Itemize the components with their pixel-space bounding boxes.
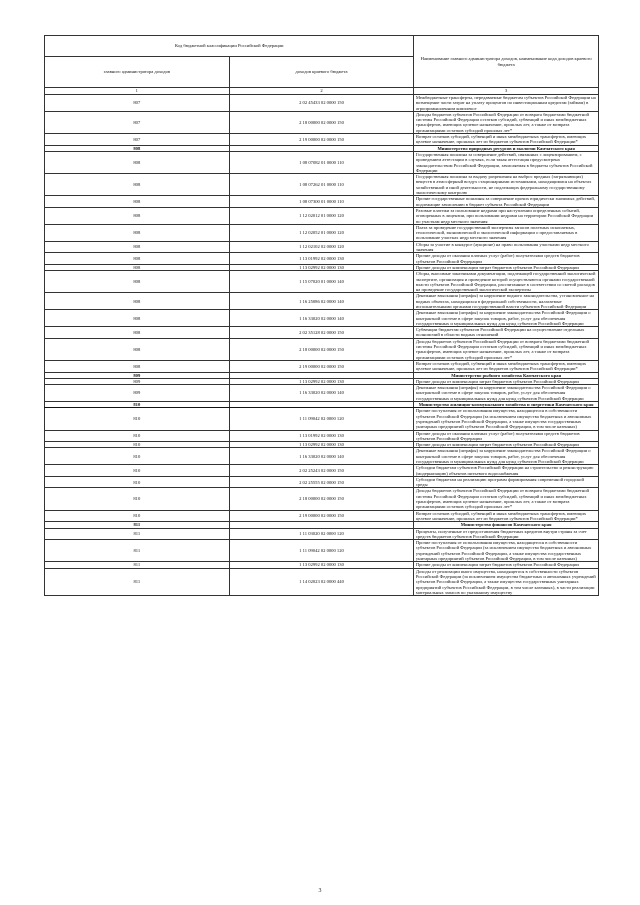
header-group-label: Код бюджетной классификации Российской Федерации: [45, 36, 414, 57]
income-code-cell: 2 19 00000 02 0000 150: [229, 134, 414, 146]
table-row: [45, 528, 599, 540]
income-code-cell: 1 16 25086 02 0000 140: [229, 293, 414, 310]
admin-code-cell: 807: [45, 95, 230, 112]
income-name-cell: Прочие доходы от компенсации затрат бюджетов субъектов Российской Федерации: [414, 264, 599, 270]
income-code-cell: 1 11 09042 02 0000 120: [229, 408, 414, 430]
table-row: [45, 360, 599, 372]
income-code-cell: 1 15 07020 01 0000 140: [229, 271, 414, 293]
admin-code-cell: 811: [45, 562, 230, 568]
income-name-cell: Доходы бюджетов субъектов Российской Федерации от возврата бюджетами бюджетной системы Российской Федерации остатков субсидий, субвенций и иных межбюджетных трансфертов, имеющих целевое назначение, прошлых лет, а также от возврата организациями остатков субсидий прошлых лет*: [414, 488, 599, 510]
admin-code-cell: 810: [45, 408, 230, 430]
income-code-cell: 1 12 02102 02 0000 120: [229, 241, 414, 253]
admin-code-cell: 810: [45, 442, 230, 448]
admin-code-cell: 811: [45, 522, 230, 528]
income-name-cell: Министерство рыбного хозяйства Камчатского края: [414, 372, 599, 378]
admin-code-cell: 808: [45, 224, 230, 241]
table-row: [45, 111, 599, 133]
table-row: [45, 95, 599, 112]
header-num-3: 3: [414, 88, 599, 95]
admin-code-cell: 807: [45, 111, 230, 133]
income-code-cell: 2 19 00000 02 0000 150: [229, 360, 414, 372]
page-number: 3: [318, 888, 322, 894]
income-name-cell: Прочие государственные пошлины за совершение прочих юридически значимых действий, подлежащие зачислению в бюджет субъекта Российской Федерации: [414, 196, 599, 208]
table-row: [45, 151, 599, 173]
header-col-code: доходов краевого бюджета: [229, 57, 414, 88]
income-name-cell: Государственная пошлина за совершение действий, связанных с лицензированием, с проведением аттестации в случаях, если такая аттестация предусмотрена законодательством Российской Федерации, зачисляемая в бюджеты субъектов Российской Федерации: [414, 151, 599, 173]
admin-code-cell: 809: [45, 385, 230, 402]
admin-code-cell: 808: [45, 293, 230, 310]
admin-code-cell: 811: [45, 528, 230, 540]
income-name-cell: Возврат остатков субсидий, субвенций и иных межбюджетных трансфертов, имеющих целевое назначение, прошлых лет из бюджетов субъектов Российской Федерации*: [414, 360, 599, 372]
income-name-cell: Сборы, вносимые заказчиками документации, подлежащей государственной экологической экспертизе, организация и проведение которой осуществляются органами государственной власти субъектов Российской Федерации, рассчитанные в соответствии со сметой расходов на проведение государственной экологической экспертизы: [414, 271, 599, 293]
income-code-cell: 2 18 00000 02 0000 150: [229, 488, 414, 510]
admin-code-cell: 808: [45, 145, 230, 151]
table-row: [45, 196, 599, 208]
income-code-cell: 1 13 01992 02 0000 130: [229, 430, 414, 442]
table-row: [45, 488, 599, 510]
table-row: [45, 338, 599, 360]
income-name-cell: Прочие поступления от использования имущества, находящегося в собственности субъектов Российской Федерации (за исключением имущества бюджетных и автономных учреждений субъектов Российской Федерации, а также имущества государственных унитарных предприятий субъектов Российской Федерации, в том числе казенных): [414, 408, 599, 430]
income-code-cell: 2 02 25555 02 0000 150: [229, 476, 414, 488]
income-code-cell: 1 11 03020 02 0000 120: [229, 528, 414, 540]
table-row: [45, 385, 599, 402]
income-code-cell: 1 13 02992 02 0000 130: [229, 264, 414, 270]
admin-code-cell: 808: [45, 151, 230, 173]
income-code-cell: 2 02 35128 02 0000 150: [229, 327, 414, 339]
income-name-cell: Возврат остатков субсидий, субвенций и иных межбюджетных трансфертов, имеющих целевое назначение, прошлых лет из бюджетов субъектов Российской Федерации*: [414, 510, 599, 522]
income-name-cell: Проценты, полученные от предоставления бюджетных кредитов внутри страны за счет средств бюджетов субъектов Российской Федерации: [414, 528, 599, 540]
income-name-cell: Субсидии бюджетам на реализацию программ формирования современной городской среды: [414, 476, 599, 488]
income-name-cell: Денежные взыскания (штрафы) за нарушение законодательства Российской Федерации о контрактной системе в сфере закупок товаров, работ, услуг для обеспечения государственных и муниципальных нужд для нужд субъектов Российской Федерации: [414, 310, 599, 327]
header-num-2: 2: [229, 88, 414, 95]
admin-code-cell: 808: [45, 253, 230, 265]
table-row: [45, 540, 599, 562]
income-code-cell: 1 16 33020 02 0000 140: [229, 310, 414, 327]
admin-code-cell: 810: [45, 402, 230, 408]
admin-code-cell: 808: [45, 264, 230, 270]
income-name-cell: Министерство финансов Камчатского края: [414, 522, 599, 528]
table-row: [45, 207, 599, 224]
income-name-cell: Доходы бюджетов субъектов Российской Федерации от возврата бюджетами бюджетной системы Российской Федерации остатков субсидий, субвенций и иных межбюджетных трансфертов, имеющих целевое назначение, прошлых лет, а также от возврата организациями остатков субсидий прошлых лет*: [414, 338, 599, 360]
admin-code-cell: 810: [45, 510, 230, 522]
income-name-cell: Возврат остатков субсидий, субвенций и иных межбюджетных трансфертов, имеющих целевое назначение, прошлых лет из бюджетов субъектов Российской Федерации*: [414, 134, 599, 146]
income-code-cell: 1 08 07262 01 0000 110: [229, 174, 414, 196]
income-name-cell: Плата за проведение государственной экспертизы запасов полезных ископаемых, геологической, экономической и экологической информации о предоставляемых в пользование участках недр местного значения: [414, 224, 599, 241]
income-code-cell: 2 02 45433 02 0000 150: [229, 95, 414, 112]
income-code-cell: 2 18 00000 02 0000 150: [229, 338, 414, 360]
table-row: [45, 293, 599, 310]
income-name-cell: Сборы за участие в конкурсе (аукционе) на право пользования участками недр местного значения: [414, 241, 599, 253]
admin-code-cell: 808: [45, 338, 230, 360]
table-row: [45, 241, 599, 253]
income-name-cell: Денежные взыскания (штрафы) за нарушение водного законодательства, установленное на водных объектах, находящихся в федеральной собственности, налагаемые исполнительными органами государственной власти субъектов Российской Федерации: [414, 293, 599, 310]
table-row: [45, 465, 599, 477]
income-name-cell: Государственная пошлина за выдачу разрешения на выброс вредных (загрязняющих) веществ в атмосферный воздух стационарными источниками, находящимися на объектах хозяйственной и иной деятельности, не подлежащих федеральному государственному экологическому контролю: [414, 174, 599, 196]
income-name-cell: Прочие доходы от компенсации затрат бюджетов субъектов Российской Федерации: [414, 562, 599, 568]
table-row: [45, 510, 599, 522]
table-row: [45, 253, 599, 265]
income-name-cell: Денежные взыскания (штрафы) за нарушение законодательства Российской Федерации о контрактной системе в сфере закупок товаров, работ, услуг для обеспечения государственных и муниципальных нужд для нужд субъектов Российской Федерации: [414, 448, 599, 465]
admin-code-cell: 810: [45, 430, 230, 442]
income-name-cell: Разовые платежи за пользование недрами при наступлении определенных событий, оговоренных в лицензии, при пользовании недрами на территории Российской Федерации по участкам недр местного значения: [414, 207, 599, 224]
admin-code-cell: 811: [45, 540, 230, 562]
admin-code-cell: 810: [45, 476, 230, 488]
table-row: [45, 408, 599, 430]
income-code-cell: 1 08 07082 01 0000 110: [229, 151, 414, 173]
table-row: [45, 174, 599, 196]
admin-code-cell: 808: [45, 241, 230, 253]
table-row: [45, 310, 599, 327]
income-code-cell: 1 13 02992 02 0000 130: [229, 378, 414, 384]
income-name-cell: Субвенции бюджетам субъектов Российской Федерации на осуществление отдельных полномочий в области водных отношений: [414, 327, 599, 339]
admin-code-cell: 809: [45, 378, 230, 384]
income-code-cell: 2 18 00000 02 0000 150: [229, 111, 414, 133]
table-row: [45, 271, 599, 293]
admin-code-cell: 807: [45, 134, 230, 146]
header-num-1: 1: [45, 88, 230, 95]
income-code-cell: 1 11 09042 02 0000 120: [229, 540, 414, 562]
income-name-cell: Прочие доходы от компенсации затрат бюджетов субъектов Российской Федерации: [414, 378, 599, 384]
budget-classification-table: [44, 35, 599, 596]
income-name-cell: Прочие доходы от оказания платных услуг (работ) получателями средств бюджетов субъектов Российской Федерации: [414, 430, 599, 442]
admin-code-cell: 809: [45, 372, 230, 378]
admin-code-cell: 808: [45, 360, 230, 372]
income-name-cell: Доходы от реализации иного имущества, находящегося в собственности субъектов Российской Федерации (за исключением имущества бюджетных и автономных учреждений субъектов Российской Федерации, а также имущества государственных унитарных предприятий субъектов Российской Федерации, в том числе казенных), в части реализации материальных запасов по указанному имуществу: [414, 568, 599, 595]
income-name-cell: Доходы бюджетов субъектов Российской Федерации от возврата бюджетами бюджетной системы Российской Федерации остатков субсидий, субвенций и иных межбюджетных трансфертов, имеющих целевое назначение, прошлых лет, а также от возврата организациями остатков субсидий прошлых лет*: [414, 111, 599, 133]
table-header: [45, 36, 599, 95]
income-name-cell: Министерство жилищно-коммунального хозяйства и энергетики Камчатского края: [414, 402, 599, 408]
header-col-admin: главного администратора доходов: [45, 57, 230, 88]
income-code-cell: 1 14 02023 02 0000 440: [229, 568, 414, 595]
admin-code-cell: 808: [45, 174, 230, 196]
income-name-cell: Денежные взыскания (штрафы) за нарушение законодательства Российской Федерации о контрактной системе в сфере закупок товаров, работ, услуг для обеспечения государственных и муниципальных нужд для нужд субъектов Российской Федерации: [414, 385, 599, 402]
income-name-cell: Прочие доходы от оказания платных услуг (работ) получателями средств бюджетов субъектов Российской Федерации: [414, 253, 599, 265]
admin-code-cell: 811: [45, 568, 230, 595]
income-code-cell: 1 13 02992 02 0000 130: [229, 562, 414, 568]
income-name-cell: Министерство природных ресурсов и экологии Камчатского края: [414, 145, 599, 151]
admin-code-cell: 808: [45, 196, 230, 208]
admin-code-cell: 808: [45, 310, 230, 327]
table-body: [45, 95, 599, 596]
admin-code-cell: 808: [45, 327, 230, 339]
table-row: [45, 134, 599, 146]
table-row: [45, 448, 599, 465]
income-code-cell: 1 13 02992 02 0000 130: [229, 442, 414, 448]
admin-code-cell: 808: [45, 271, 230, 293]
admin-code-cell: 810: [45, 448, 230, 465]
income-name-cell: Прочие поступления от использования имущества, находящегося в собственности субъектов Российской Федерации (за исключением имущества бюджетных и автономных учреждений субъектов Российской Федерации, а также имущества государственных унитарных предприятий субъектов Российской Федерации, в том числе казенных): [414, 540, 599, 562]
income-code-cell: 1 12 02012 01 0000 120: [229, 207, 414, 224]
header-col-name: Наименование главного администратора доходов, наименование кода доходов краевого бюджета: [414, 36, 599, 88]
income-name-cell: Межбюджетные трансферты, передаваемые бюджетам субъектов Российской Федерации на возмещение части затрат на уплату процентов по инвестиционным кредитам (займам) в агропромышленном комплексе: [414, 95, 599, 112]
income-code-cell: 1 08 07300 01 0000 110: [229, 196, 414, 208]
income-name-cell: Прочие доходы от компенсации затрат бюджетов субъектов Российской Федерации: [414, 442, 599, 448]
income-name-cell: Субсидии бюджетам субъектов Российской Федерации на строительство и реконструкцию (модернизацию) объектов питьевого водоснабжения: [414, 465, 599, 477]
income-code-cell: 1 16 33020 02 0000 140: [229, 385, 414, 402]
admin-code-cell: 808: [45, 207, 230, 224]
admin-code-cell: 810: [45, 465, 230, 477]
table-row: [45, 224, 599, 241]
income-code-cell: 2 02 25243 02 0000 150: [229, 465, 414, 477]
income-code-cell: 1 12 02052 01 0000 120: [229, 224, 414, 241]
table-row: [45, 568, 599, 595]
income-code-cell: 1 13 01992 02 0000 130: [229, 253, 414, 265]
income-code-cell: 1 16 33020 02 0000 140: [229, 448, 414, 465]
table-row: [45, 327, 599, 339]
table-row: [45, 476, 599, 488]
income-code-cell: 2 19 00000 02 0000 150: [229, 510, 414, 522]
table-row: [45, 430, 599, 442]
admin-code-cell: 810: [45, 488, 230, 510]
